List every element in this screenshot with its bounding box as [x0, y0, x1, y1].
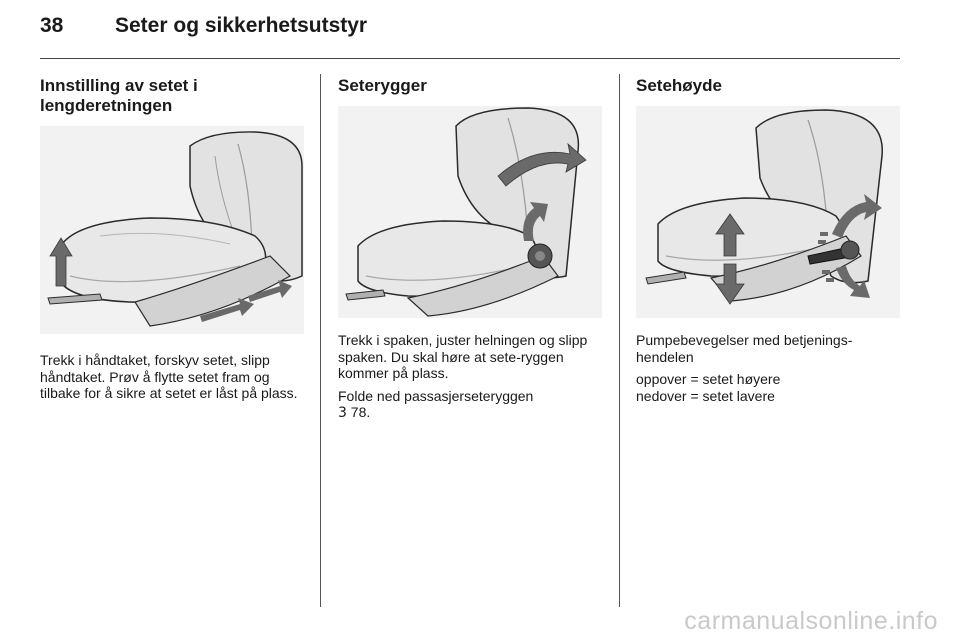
- watermark: carmanualsonline.info: [684, 607, 938, 635]
- section-backrest: [338, 76, 602, 428]
- reference-page: 78.: [346, 404, 371, 420]
- direction-down-line: nedover = setet lavere: [636, 387, 775, 404]
- body-paragraph: Trekk i håndtaket, forskyv setet, slipp håndtaket. Prøv å flytte setet fram og tilbake for å sikre at setet er låst på plass.: [40, 352, 298, 401]
- section-longitudinal: [40, 76, 306, 408]
- cross-reference: [338, 388, 602, 422]
- reference-text: Folde ned passasjerseteryggen: [338, 387, 534, 404]
- seat-height-illustration: [636, 106, 900, 318]
- page-heading: Seter og sikkerhetsutstyr: [115, 14, 368, 37]
- seat-slide-illustration: [40, 126, 304, 334]
- direction-legend: [636, 371, 900, 404]
- section-title-line1: Innstilling av setet i: [40, 76, 198, 95]
- body-paragraph: Trekk i spaken, juster helningen og slipp spaken. Du skal høre at sete-ryggen kommer på plass.: [338, 332, 588, 381]
- section-title: [40, 76, 306, 116]
- column-divider-2: [619, 74, 620, 607]
- direction-up-line: oppover = setet høyere: [636, 371, 781, 387]
- column-divider-1: [320, 74, 321, 607]
- body-paragraph: Pumpebevegelser med betjenings-hendelen: [636, 332, 853, 365]
- page-header: [40, 14, 367, 46]
- header-rule: [40, 58, 900, 59]
- page-number: 38: [40, 14, 64, 37]
- section-title: Seterygger: [338, 76, 427, 95]
- section-title: Setehøyde: [636, 76, 722, 95]
- section-seat-height: [636, 76, 900, 410]
- backrest-illustration: [338, 106, 602, 318]
- page-ref-arrow-icon: 3: [338, 405, 347, 421]
- section-title-line2: lengderetningen: [40, 96, 173, 115]
